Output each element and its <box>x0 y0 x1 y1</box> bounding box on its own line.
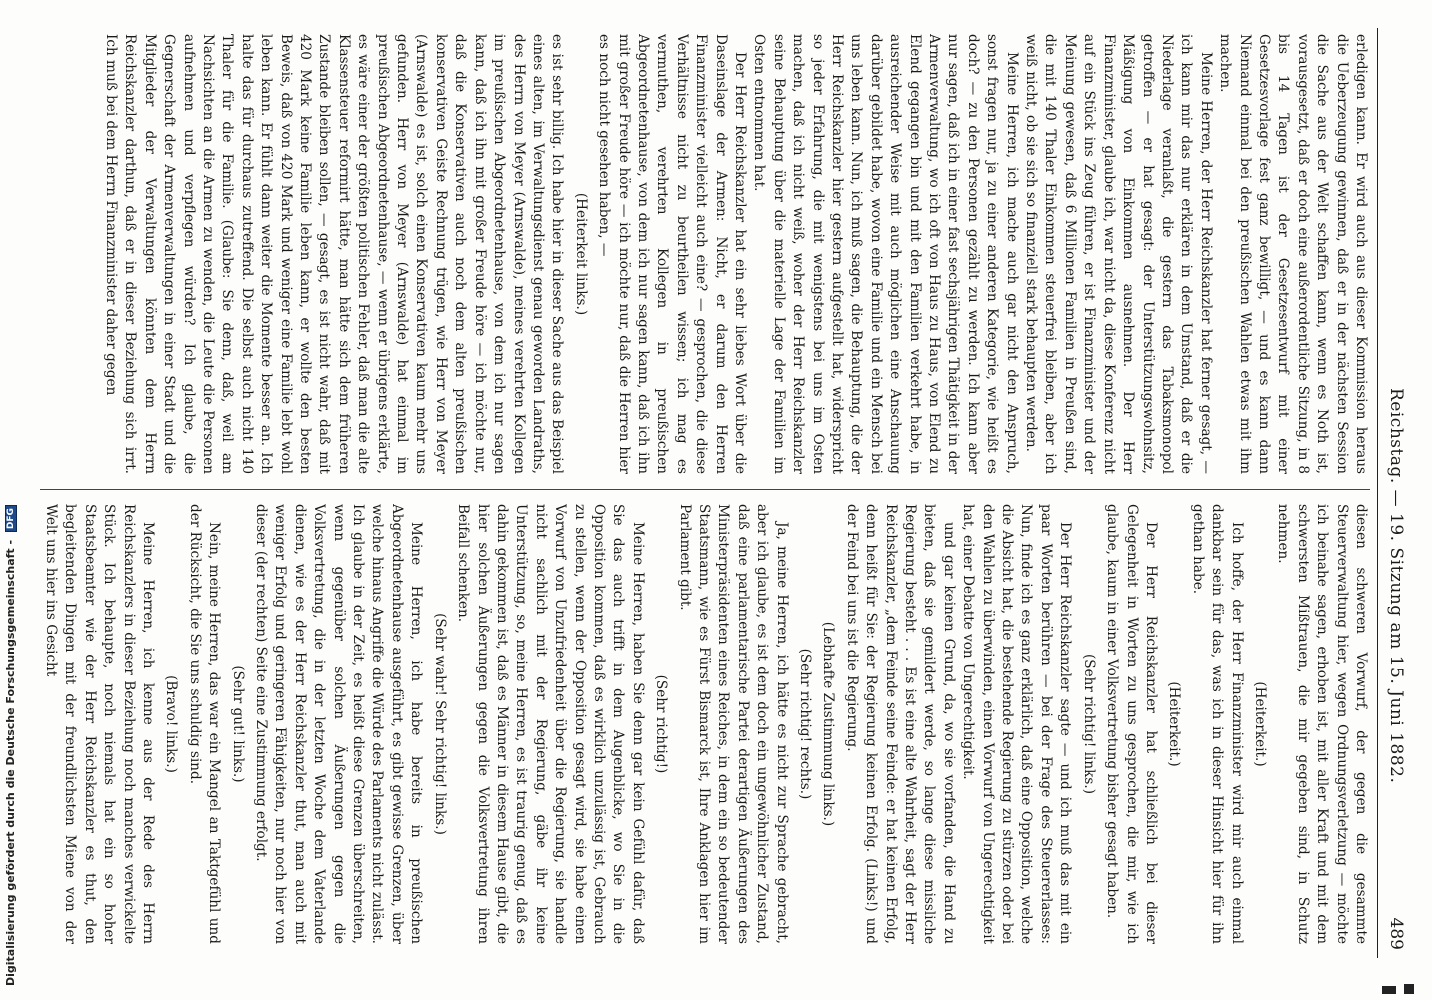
text-columns <box>30 34 1370 954</box>
page-number: 489 <box>1386 917 1406 950</box>
paragraph: es ist sehr billig. Ich habe hier in dieser Sache aus das Beispiel eines alten, im Verwaltungsdienst genau geworden Landraths, des Herrn von Meyer (Arnswalde), meines verehrten Kollegen im preußischen Abgeordnetenhause, von dem ich nur sagen kann, daß ich ihn mit großer Freude höre — ich möchte nur, daß die Konservativen auch noch dem alten preußischen konservativen Geiste Rechnung trügen, wie Herr von Meyer (Arnswalde) es ist, solch einen Konservativen kaum mehr uns gefunden. Herr von Meyer (Arnswalde) hat einmal im preußischen Abgeordnetenhause, — wenn er übrigens erklärte, es wäre einer der größten politischen Fehler, daß man die alte Klassensteuer reformirt hätte, man hätte sich dem früheren Zustande bleiben sollen, — gesagt, es ist nicht wahr, daß mit 420 Mark keine Familie leben kann, er wollte den besten Beweis, daß von 420 Mark und weniger eine Familie lebt wohl leben kann. Er fühlt dann weiter die Momente besser an. Ich halte das für durchaus zutreffend. Die selbst auch nicht 140 Thaler für die Familie. (Glaube: Sie denn, daß, weil am Nachsichten an die Armen zu wenden, die Leute die Personen aufnehmen und verpflegen würden? Ich glaube, die Gegnerschaft der Armenverwaltungen in einer Stadt und die Mitglieder der Verwaltungen könnten dem Herrn Reichskanzler darthun, daß er in dieser Beziehung sich irrt. Ich muß bei dem Herrn Finanzminister daher gegen <box>103 34 566 474</box>
interjection: (Bravo! links.) <box>163 675 180 773</box>
interjection: (Heiterkeit.) <box>1251 681 1268 767</box>
interjection: (Sehr richtig!) <box>653 674 670 774</box>
paragraph: Ich hoffe, der Herr Finanzminister wird mir auch einmal dankbar sein für das, was ich in dieser Hinsicht hier für ihn gethan habe. <box>1189 504 1245 944</box>
interjection: (Sehr gut! links.) <box>229 665 246 783</box>
interjection: (Heiterkeit links.) <box>572 192 589 316</box>
interjection: (Heiterkeit.) <box>1166 681 1183 767</box>
paragraph: erledigen kann. Er wird auch aus dieser Kommission heraus die Ueberzeugung gewinnen, daß er in der nächsten Session die Sache aus der Welt schaffen kann, wenn es Noth ist, vorausgesetzt, daß er doch eine außerordentliche Sitzung, in 8 bis 14 Tagen ist der Gesetzesentwurf mit einer Gesetzesvorlage fest ganz bewilligt, — und es kann dann Niemand einmal bei den preußischen Wahlen etwas mit ihm machen. <box>1217 34 1369 474</box>
scan-marks <box>1372 978 1432 1000</box>
column-divider <box>40 489 1370 490</box>
left-column <box>40 34 1370 474</box>
paragraph: und gar keinen Grund, da, wo sie vorfanden, die Hand zu bieten, daß sie gemildert werde, so lange diese missliche Regierung besteht . . . Es ist eine alte Wahrheit, sagt der Herr Reichskanzler, „dem Feinde seine Feinde: er hat keinen Erfolg, denn heißt für Sie: der Regierung keinen Erfolg. (Links!) und der Feind bei uns ist die Regierung. <box>843 504 957 944</box>
credit-text: Digitalisierung gefördert durch die Deutsche Forschungsgemeinschaft - <box>4 539 17 986</box>
right-column <box>40 504 1370 944</box>
interjection: (Sehr richtig! links.) <box>1080 653 1097 795</box>
paragraph: diesen schweren Vorwurf, der gegen die gesammte Steuerverwaltung hier, wegen Ordnungsverletzung — möchte ich beinahe sagen, erhoben ist, mit aller Kraft und mit dem schwersten Mißtrauen, die mir gegeben sind, in Schutz nehmen. <box>1275 504 1369 944</box>
interjection: (Sehr richtig! rechts.) <box>797 648 814 800</box>
paragraph: Ja, meine Herren, ich hätte es nicht zur Sprache gebracht, aber ich glaube, es ist dem doch ein ungewöhnlicher Zustand, daß eine parlamentarische Partei derartigen Äußerungen des Ministerpräsidenten eines Reiches, in dem ein so bedeutender Staatsmann, wie es Fürst Bismarck ist, Ihre Anklagen hier im Parlament gibt. <box>676 504 790 944</box>
paragraph: Meine Herren, ich habe bereits in preußischen Abgeordnetenhause ausgeführt, es gibt gewisse Grenzen, über welche hinaus Angriffe die Würde des Parlaments nicht zulässt. Ich glaube in der Zeit, es heißt diese Grenzen überschreiten, wenn gegenüber solchen Äußerungen gegen die Volksvertretung, die in der letzten Woche dem Vaterlande dienen, wie es der Herr Reichskanzler thut, man auch mit weniger Erfolg und geringeren Fähigkeiten, nur noch hier von dieser (der rechten) Seite eine Zustimmung erfolgt. <box>253 504 425 944</box>
header-title: Reichstag. — 19. Sitzung am 15. Juni 1882. <box>1386 388 1406 784</box>
interjection: (Sehr wahr! Sehr richtig! links.) <box>431 613 448 835</box>
paragraph: Meine Herren, ich mache auch gar nicht den Anspruch, sonst fragen nur, ja zu einer anderen Kategorie, wie heißt es doch? — zu den Personen gezählt zu werden. Ich kann aber nur sagen, daß ich in einer fast sechsjährigen Thätigkeit in der Armenverwaltung, wo ich oft von Haus zu Haus, von Elend zu Elend gegangen bin und mit den Familien verkehrt habe, in ausreichender Weise mit auch möglichen eine Anschauung darüber gebildet habe, wovon eine Familie und ein Mensch bei uns leben kann. Nun, ich muß sagen, die Behauptung, die der Herr Reichskanzler hier gestern aufgestellt hat, widerspricht so jeder Erfahrung, die mit wenigstens bei uns im Osten machen, daß ich nicht weiß, woher der Herr Reichskanzler seine Behauptung über die materielle Lage der Familien im Osten entnommen hat. <box>751 34 1020 474</box>
page-header <box>1377 28 1410 958</box>
interjection: (Lebhafte Zustimmung links.) <box>820 621 837 827</box>
credit-strip <box>0 0 20 1000</box>
digitization-credit <box>4 505 17 986</box>
paragraph: Meine Herren, der Herr Reichskanzler hat ferner gesagt, — ich kann mir das nur erklären in dem Umstand, daß er die Niederlage veranlaßt, die gestern das Tabaksmonopol getroffen — er hat gesagt: der Unterstützungswohnsitz, Mäßigung von Einkommen ausnehmen. Der Herr Finanzminister, glaube ich, war nicht da, diese Konferenz nicht auf ein Stück ins Zeug führen, er ist Finanzminister und der Meinung gewesen, daß 6 Millionen Familien in Preußen sind, die mit 140 Thaler Einkommen steuerfrei bleiben, aber ich weiß nicht, ob sie sich so finanziell stark behaupten werden. <box>1023 34 1214 474</box>
paragraph: Meine Herren, haben Sie denn gar kein Gefühl dafür, daß Sie das auch trifft in dem Augenblicke, wo Sie in die Opposition kommen, daß es wirklich unzulässig ist, Gebrauch zu stellen, wenn der Opposition gesagt wird, sie habe einen Vorwurf von Unzufriedenheit über die Regierung, sie handle nicht sachlich mit der Regierung, gäbe ihr keine Unterstützung, so, meine Herren, es ist traurig genug, daß es dahin gekommen ist, daß es Männer in diesem Hause gibt, die hier solchen Äußerungen gegen die Volksvertretung ihren Beifall schenken. <box>455 504 646 944</box>
dfg-logo: DFG <box>5 505 17 532</box>
paragraph: Der Herr Reichskanzler hat ein sehr liebes Wort über die Daseinslage der Armen: Nicht, er darum den Herren Finanzminister vielleicht auch eine? — gesprochen, die diese Verhältnisse nicht zu beurtheilen wissen; ich mag es vermuthen, verehrten Kollegen in preußischen Abgeordnetenhause, von dem ich nur sagen kann, daß ich ihn mit großer Freude höre — ich möchte nur, daß die Herren hier es noch nicht gesehen haben, — <box>596 34 748 474</box>
paragraph: Nein, meine Herren, das war ein Mangel an Taktgefühl und der Rücksicht, die Sie uns schuldig sind. <box>186 504 223 944</box>
paragraph: Der Herr Reichskanzler sagte — und ich muß das mit ein paar Worten berühren — bei der Frage des Steuererlasses: Nun, finde ich es ganz erklärlich, daß eine Opposition, welche die Absicht hat, die bestehende Regierung zu stürzen oder bei den Wahlen zu überwinden, einen Vorwurf von Ungerechtigkeit hat, einer Debatte von Ungerechtigkeit. <box>960 504 1074 944</box>
paragraph: Meine Herren, ich kenne aus der Rede des Herrn Reichskanzlers in dieser Beziehung noch manches verwickelte Stück. Ich behaupte, noch niemals hat ein so hoher Staatsbeamter wie der Herr Reichskanzler es thut, den begleitenden Dingen mit der freundlichsten Miene von der Welt uns hier ins Gesicht <box>43 504 157 944</box>
paragraph: Der Herr Reichskanzler hat schließlich bei dieser Gelegenheit in Worten zu uns gesprochen, die mir, wie ich glaube, kaum in einer Volksvertretung bisher gesagt haben. <box>1104 504 1159 944</box>
